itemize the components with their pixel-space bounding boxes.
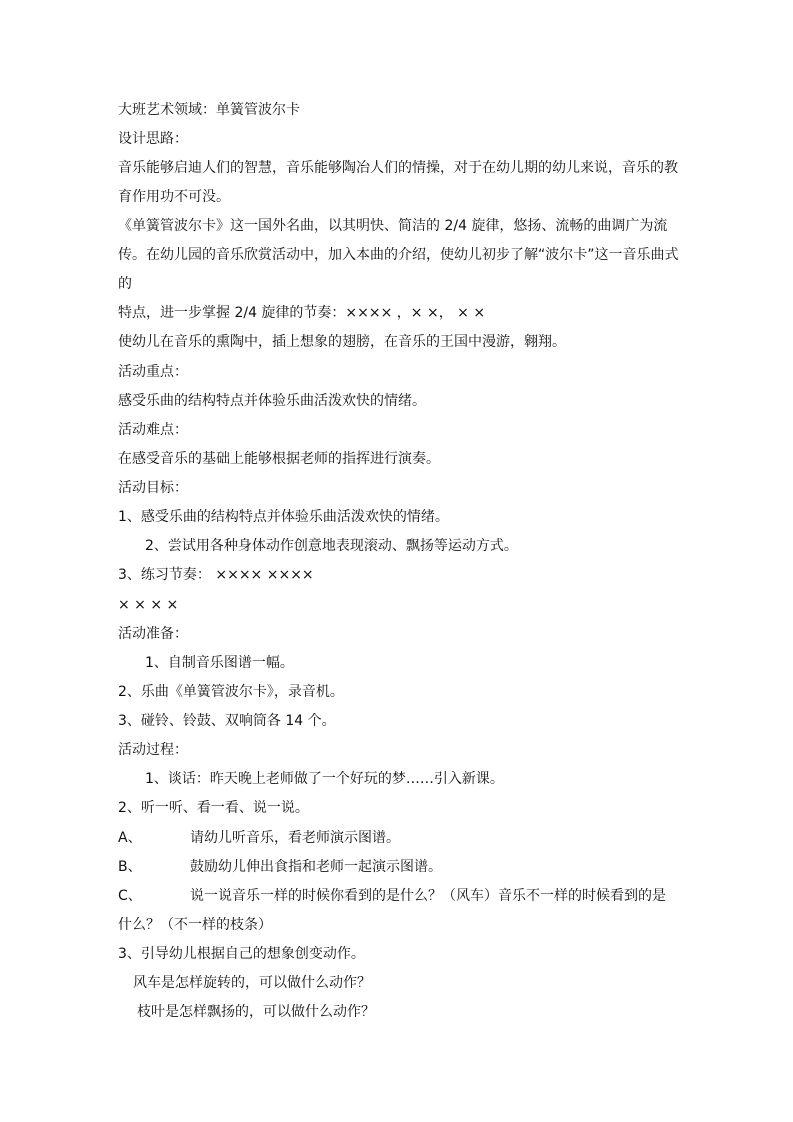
- process-step-2b-text: 鼓励幼儿伸出食指和老师一起演示图谱。: [190, 859, 442, 875]
- design-paragraph-2c: 的: [118, 276, 132, 292]
- question-windmill: 风车是怎样旋转的，可以做什么动作？: [133, 975, 371, 991]
- design-paragraph-4: 使幼儿在音乐的熏陶中，插上想象的翅膀，在音乐的王国中漫游，翱翔。: [118, 334, 566, 350]
- prep-item-1: 1、自制音乐图谱一幅。: [145, 655, 294, 671]
- goals-heading: 活动目标：: [118, 480, 188, 496]
- design-heading: 设计思路：: [118, 131, 188, 147]
- process-step-2c-label: C、: [118, 888, 142, 904]
- difficulty-heading: 活动难点：: [118, 422, 188, 438]
- process-step-2b-label: B、: [118, 859, 142, 875]
- question-leaves: 枝叶是怎样飘扬的，可以做什么动作？: [137, 1004, 375, 1020]
- focus-heading: 活动重点：: [118, 364, 188, 380]
- process-step-2: 2、听一听、看一看、说一说。: [118, 800, 309, 816]
- process-step-2a-text: 请幼儿听音乐，看老师演示图谱。: [190, 830, 400, 846]
- process-step-2a: [118, 828, 400, 848]
- design-paragraph-1b: 育作用功不可没。: [118, 189, 230, 205]
- process-step-2c-continued: 什么？（不一样的枝条）: [118, 917, 272, 933]
- difficulty-text: 在感受音乐的基础上能够根据老师的指挥进行演奏。: [118, 451, 440, 467]
- goal-item-3: 3、练习节奏： ×××× ××××: [118, 567, 314, 583]
- design-paragraph-3: 特点，进一步掌握 2/4 旋律的节奏：×××× ，× ×， × ×: [118, 305, 486, 321]
- goal-item-3-rhythm: × × × ×: [118, 597, 179, 613]
- doc-title: 大班艺术领域：单簧管波尔卡: [118, 102, 300, 118]
- goal-item-1: 1、感受乐曲的结构特点并体验乐曲活泼欢快的情绪。: [118, 509, 449, 525]
- prep-heading: 活动准备：: [118, 626, 188, 642]
- process-step-2c-text: 说一说音乐一样的时候你看到的是什么？（风车）音乐不一样的时候看到的是: [190, 888, 666, 904]
- process-step-2b: [118, 857, 442, 877]
- process-step-2a-label: A、: [118, 830, 142, 846]
- design-paragraph-2b: 传。在幼儿园的音乐欣赏活动中，加入本曲的介绍，使幼儿初步了解“波尔卡”这一音乐曲式: [118, 247, 679, 263]
- process-step-1: 1、谈话：昨天晚上老师做了一个好玩的梦……引入新课。: [145, 771, 504, 787]
- focus-text: 感受乐曲的结构特点并体验乐曲活泼欢快的情绪。: [118, 393, 426, 409]
- goal-item-2: 2、尝试用各种身体动作创意地表现滚动、飘扬等运动方式。: [145, 538, 518, 554]
- design-paragraph-2a: 《单簧管波尔卡》这一国外名曲，以其明快、简洁的 2/4 旋律，悠扬、流畅的曲调广为流: [118, 218, 668, 234]
- process-step-3: 3、引导幼儿根据自己的想象创变动作。: [118, 946, 365, 962]
- process-heading: 活动过程：: [118, 742, 188, 758]
- prep-item-3: 3、碰铃、铃鼓、双响筒各 14 个。: [118, 713, 336, 729]
- prep-item-2: 2、乐曲《单簧管波尔卡》，录音机。: [118, 684, 344, 700]
- process-step-2c: [118, 886, 666, 906]
- design-paragraph-1a: 音乐能够启迪人们的智慧，音乐能够陶冶人们的情操，对于在幼儿期的幼儿来说，音乐的教: [118, 160, 678, 176]
